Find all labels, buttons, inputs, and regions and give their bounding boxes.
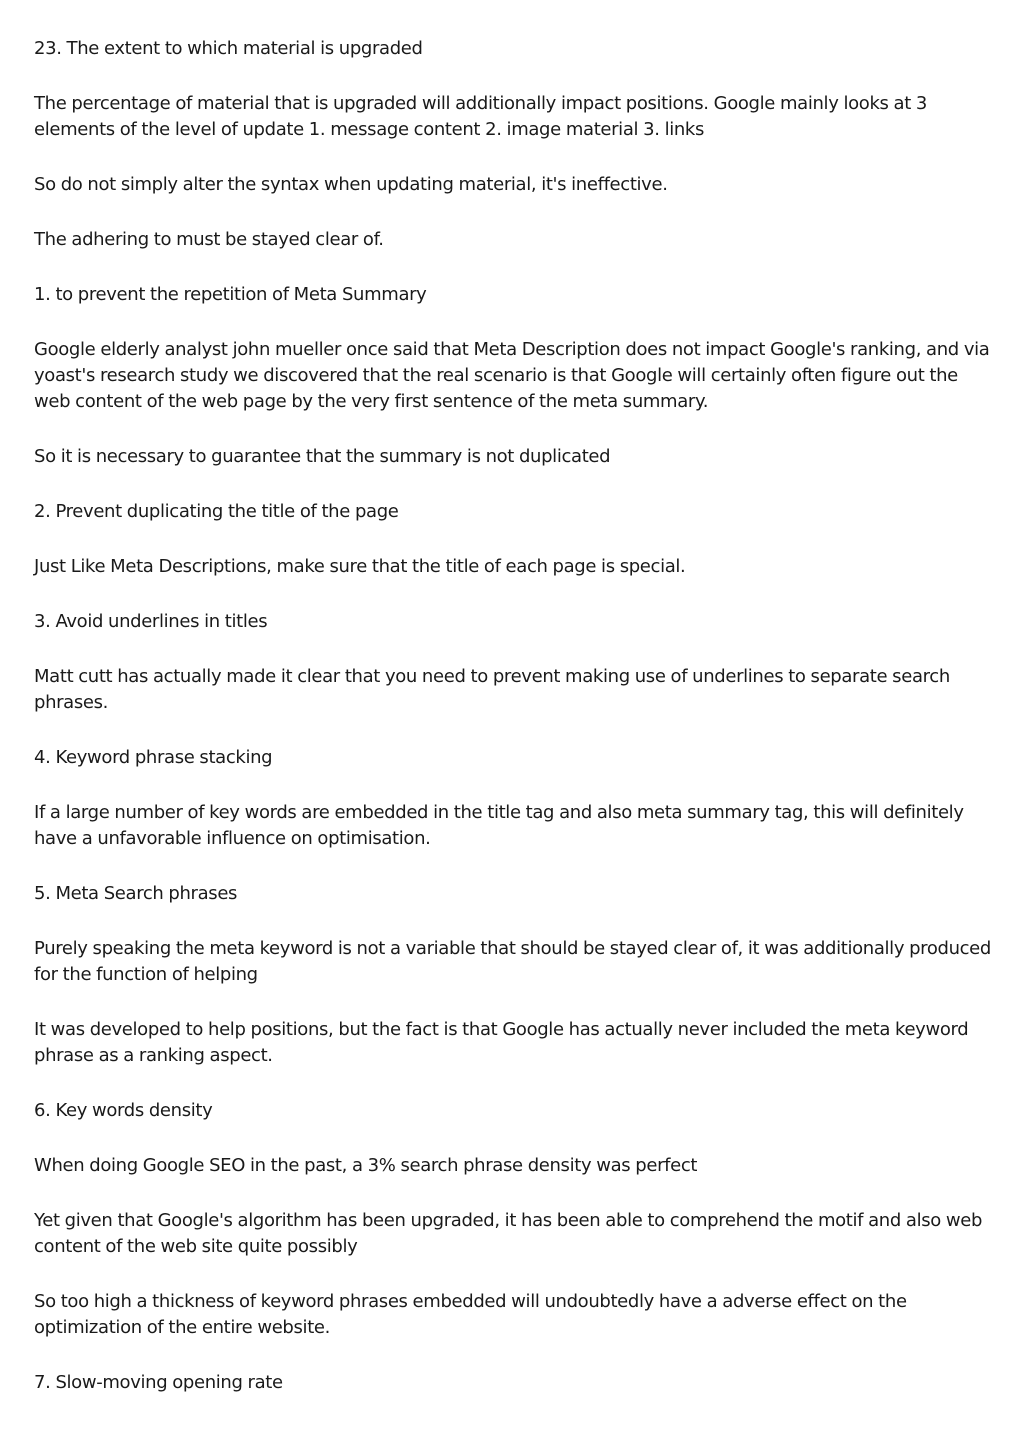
paragraph-unique-title: Just Like Meta Descriptions, make sure that the title of each page is special.: [34, 556, 686, 577]
heading-3-underlines: 3. Avoid underlines in titles: [34, 611, 268, 632]
paragraph-summary-duplication: So it is necessary to guarantee that the summary is not duplicated: [34, 446, 611, 467]
heading-6-keyword-density: 6. Key words density: [34, 1100, 213, 1121]
heading-1-meta-summary: 1. to prevent the repetition of Meta Summary: [34, 284, 427, 305]
heading-23-content-update: 23. The extent to which material is upgraded: [34, 38, 423, 59]
document-page: [34, 36, 994, 1425]
heading-4-keyword-stacking: 4. Keyword phrase stacking: [34, 747, 273, 768]
paragraph-keyword-stacking: If a large number of key words are embedded in the title tag and also meta summary tag, this will definitely have a unfavorable influence on optimisation.: [34, 802, 964, 849]
paragraph-syntax-note: So do not simply alter the syntax when updating material, it's ineffective.: [34, 174, 668, 195]
heading-5-meta-keywords: 5. Meta Search phrases: [34, 883, 238, 904]
paragraph-underlines: Matt cutt has actually made it clear that you need to prevent making use of underlines to separate search phrases.: [34, 666, 950, 713]
paragraph-meta-description: Google elderly analyst john mueller once said that Meta Description does not impact Google's ranking, and via yoast's research study we discovered that the real scenario is that Google will certainly often figure out the web content of the web page by the very first sentence of the meta summary.: [34, 339, 990, 412]
paragraph-density-past: When doing Google SEO in the past, a 3% search phrase density was perfect: [34, 1155, 698, 1176]
heading-2-duplicate-title: 2. Prevent duplicating the title of the page: [34, 501, 399, 522]
paragraph-update-elements: The percentage of material that is upgraded will additionally impact positions. Google mainly looks at 3 elements of the level of update 1. message content 2. image material 3. links: [34, 93, 927, 140]
paragraph-algorithm-upgrade: Yet given that Google's algorithm has been upgraded, it has been able to comprehend the motif and also web content of the web site quite possibly: [34, 1210, 983, 1257]
paragraph-meta-keyword-ranking: It was developed to help positions, but the fact is that Google has actually never included the meta keyword phrase as a ranking aspect.: [34, 1019, 969, 1066]
heading-7-opening-rate: 7. Slow-moving opening rate: [34, 1372, 283, 1393]
paragraph-density-effect: So too high a thickness of keyword phrases embedded will undoubtedly have a adverse effect on the optimization of the entire website.: [34, 1291, 907, 1338]
paragraph-meta-keyword-purpose: Purely speaking the meta keyword is not a variable that should be stayed clear of, it was additionally produced for the function of helping: [34, 938, 991, 985]
paragraph-avoid-intro: The adhering to must be stayed clear of.: [34, 229, 384, 250]
